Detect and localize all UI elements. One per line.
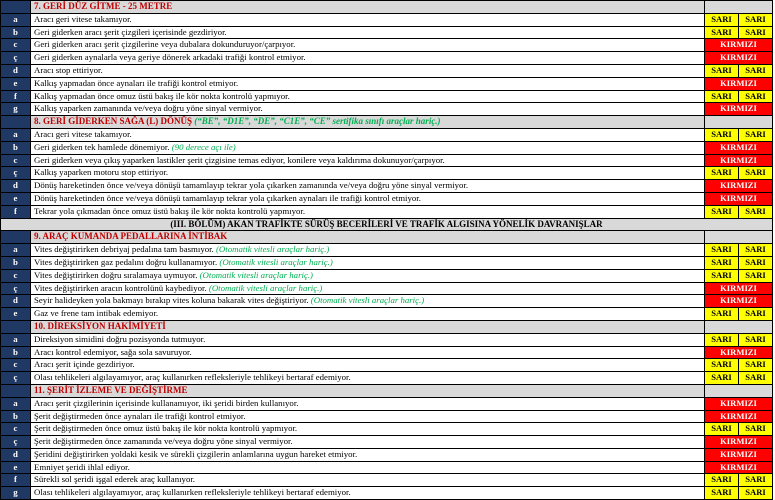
criterion-text: Aracı stop ettiriyor. — [34, 64, 103, 75]
result-sari-badge: SARI — [705, 359, 739, 372]
criterion-text-cell — [31, 244, 705, 257]
section-letter-cell — [1, 1, 31, 14]
criterion-text: Vites değiştirirken doğru sıralamaya uymuyor. — [34, 269, 198, 280]
criterion-text-cell — [31, 256, 705, 269]
criterion-letter: e — [1, 77, 31, 90]
criterion-text: Vites değiştirirken gaz pedalını doğru kullanamıyor. — [34, 256, 218, 267]
criterion-row — [1, 282, 773, 295]
criterion-text-cell — [31, 397, 705, 410]
criterion-row — [1, 77, 773, 90]
criterion-text-cell — [31, 487, 705, 500]
section-title-cell — [31, 1, 705, 14]
criterion-text: Sürekli sol şeridi işgal ederek araç kullanıyor. — [34, 474, 195, 485]
result-sari-badge: SARI — [705, 26, 739, 39]
criterion-row — [1, 295, 773, 308]
section-title: 7. GERİ DÜZ GİTME - 25 METRE — [34, 1, 173, 11]
criterion-row — [1, 333, 773, 346]
criterion-row — [1, 205, 773, 218]
criterion-letter: f — [1, 90, 31, 103]
result-sari-badge: SARI — [705, 423, 739, 436]
criterion-text-cell — [31, 346, 705, 359]
criterion-text: Aracı geri vitese takamıyor. — [34, 128, 132, 139]
result-kirmizi-badge: KIRMIZI — [705, 461, 773, 474]
section-result-blank — [705, 116, 773, 129]
criterion-text-cell — [31, 359, 705, 372]
result-kirmizi-badge: KIRMIZI — [705, 52, 773, 65]
criterion-text-cell — [31, 461, 705, 474]
result-sari-badge: SARI — [705, 244, 739, 257]
section-title: 10. DİREKSİYON HAKİMİYETİ — [34, 320, 166, 331]
section-header-row — [1, 384, 773, 397]
result-kirmizi-badge: KIRMIZI — [705, 346, 773, 359]
criterion-letter: ç — [1, 282, 31, 295]
result-kirmizi-badge: KIRMIZI — [705, 141, 773, 154]
criterion-text: Geri giderken aracı şerit çizgilerine veya dubalara dokunduruyor/çarpıyor. — [34, 39, 296, 50]
criterion-text: Gaz ve frene tam intibak edemiyor. — [34, 308, 159, 319]
criterion-text: Geri giderken tek hamlede dönemiyor. — [34, 141, 170, 152]
criterion-row — [1, 26, 773, 39]
criterion-text-cell — [31, 64, 705, 77]
criterion-text-cell — [31, 372, 705, 385]
criterion-letter: a — [1, 244, 31, 257]
criterion-text: Aracı şerit içinde gezdiriyor. — [34, 359, 135, 370]
criterion-note: (Otomatik vitesli araçlar hariç.) — [199, 269, 313, 280]
criterion-letter: b — [1, 256, 31, 269]
criterion-text: Kalkış yapmadan önce omuz üstü bakış ile kör nokta kontrolü yapmıyor. — [34, 90, 290, 101]
criterion-text-cell — [31, 308, 705, 321]
result-sari-badge: SARI — [739, 372, 773, 385]
result-kirmizi-badge: KIRMIZI — [705, 77, 773, 90]
criterion-letter: a — [1, 13, 31, 26]
section-header-row — [1, 231, 773, 244]
result-sari-badge: SARI — [739, 487, 773, 500]
criterion-letter: c — [1, 423, 31, 436]
result-sari-badge: SARI — [739, 13, 773, 26]
criterion-text-cell — [31, 103, 705, 116]
criterion-letter: b — [1, 410, 31, 423]
section-result-blank — [705, 231, 773, 244]
result-sari-badge: SARI — [705, 256, 739, 269]
result-sari-badge: SARI — [739, 167, 773, 180]
criterion-row — [1, 167, 773, 180]
criterion-row — [1, 474, 773, 487]
criterion-letter: d — [1, 295, 31, 308]
criterion-text-cell — [31, 141, 705, 154]
criterion-letter: e — [1, 192, 31, 205]
criterion-text: Aracı kontrol edemiyor, sağa sola savuruyor. — [34, 346, 192, 357]
criterion-letter: c — [1, 39, 31, 52]
result-sari-badge: SARI — [739, 333, 773, 346]
criterion-letter: ç — [1, 372, 31, 385]
result-sari-badge: SARI — [705, 487, 739, 500]
result-sari-badge: SARI — [705, 474, 739, 487]
criterion-text-cell — [31, 474, 705, 487]
criterion-row — [1, 308, 773, 321]
criterion-row — [1, 461, 773, 474]
criterion-row — [1, 397, 773, 410]
criterion-text-cell — [31, 90, 705, 103]
criterion-letter: g — [1, 103, 31, 116]
criterion-letter: c — [1, 359, 31, 372]
criterion-row — [1, 180, 773, 193]
result-sari-badge: SARI — [705, 372, 739, 385]
criterion-row — [1, 64, 773, 77]
criterion-note: (Otomatik vitesli araçlar hariç.) — [219, 256, 333, 267]
criterion-row — [1, 154, 773, 167]
criterion-row — [1, 90, 773, 103]
criterion-row — [1, 192, 773, 205]
result-sari-badge: SARI — [739, 205, 773, 218]
criterion-text: Aracı geri vitese takamıyor. — [34, 13, 132, 24]
criterion-text-cell — [31, 39, 705, 52]
criterion-note: (Otomatik vitesli araçlar hariç.) — [215, 244, 330, 255]
criterion-text: Geri giderken veya çıkış yaparken lastikler şerit çizgisine temas ediyor, konilere veya kaldırıma dokunuyor/çarpıyor. — [34, 154, 445, 165]
criterion-letter: c — [1, 269, 31, 282]
criterion-row — [1, 39, 773, 52]
result-sari-badge: SARI — [739, 256, 773, 269]
section-title-cell — [31, 384, 705, 397]
criterion-letter: ç — [1, 52, 31, 65]
result-sari-badge: SARI — [705, 167, 739, 180]
result-kirmizi-badge: KIRMIZI — [705, 410, 773, 423]
result-sari-badge: SARI — [739, 26, 773, 39]
section-header-row — [1, 1, 773, 14]
criterion-note: (90 derece açı ile) — [171, 141, 236, 152]
result-kirmizi-badge: KIRMIZI — [705, 154, 773, 167]
criterion-text: Dönüş hareketinden önce ve/veya dönüşü tamamlayıp tekrar yola çıkarken aynaları ile trafiği kontrol etmiyor. — [34, 192, 421, 203]
criterion-text-cell — [31, 448, 705, 461]
section-title: 9. ARAÇ KUMANDA PEDALLARINA İNTİBAK — [34, 231, 228, 242]
result-kirmizi-badge: KIRMIZI — [705, 295, 773, 308]
section-header-row — [1, 320, 773, 333]
result-sari-badge: SARI — [705, 13, 739, 26]
criterion-letter: f — [1, 474, 31, 487]
criterion-text: Geri giderken aynalarla veya geriye dönerek arkadaki trafiği kontrol etmiyor. — [34, 52, 306, 63]
criterion-row — [1, 256, 773, 269]
section-subtitle: (“BE”, “D1E”, “DE”, “C1E”, “CE” sertifika sınıfı araçlar hariç.) — [194, 116, 441, 127]
criterion-letter: d — [1, 448, 31, 461]
section-letter-cell — [1, 384, 31, 397]
criterion-text-cell — [31, 13, 705, 26]
section-result-blank — [705, 1, 773, 14]
criterion-text-cell — [31, 295, 705, 308]
criterion-text-cell — [31, 77, 705, 90]
result-sari-badge: SARI — [739, 359, 773, 372]
criterion-row — [1, 141, 773, 154]
criterion-letter: f — [1, 205, 31, 218]
section-result-blank — [705, 320, 773, 333]
result-sari-badge: SARI — [739, 423, 773, 436]
criterion-row — [1, 52, 773, 65]
criterion-text: Şerit değiştirmeden önce omuz üstü bakış ile kör nokta kontrolü yapmıyor. — [34, 423, 298, 434]
result-sari-badge: SARI — [739, 64, 773, 77]
criterion-text-cell — [31, 410, 705, 423]
criterion-text-cell — [31, 26, 705, 39]
section-result-blank — [705, 384, 773, 397]
section-letter-cell — [1, 231, 31, 244]
result-kirmizi-badge: KIRMIZI — [705, 397, 773, 410]
criterion-row — [1, 448, 773, 461]
criterion-note: (Otomatik vitesli araçlar hariç.) — [208, 282, 323, 293]
criterion-row — [1, 346, 773, 359]
criterion-row — [1, 487, 773, 500]
result-sari-badge: SARI — [739, 269, 773, 282]
result-sari-badge: SARI — [705, 269, 739, 282]
section-title: 11. ŞERİT İZLEME VE DEĞİŞTİRME — [34, 384, 188, 395]
criterion-row — [1, 13, 773, 26]
criterion-row — [1, 244, 773, 257]
criterion-letter: a — [1, 333, 31, 346]
criterion-letter: a — [1, 128, 31, 141]
section-letter-cell — [1, 320, 31, 333]
result-kirmizi-badge: KIRMIZI — [705, 282, 773, 295]
criterion-row — [1, 410, 773, 423]
criterion-text: Vites değiştirirken aracın kontrolünü kaybediyor. — [34, 282, 207, 293]
result-sari-badge: SARI — [705, 90, 739, 103]
criterion-row — [1, 103, 773, 116]
criterion-text: Aracı şerit çizgilerinin içerisinde kullanamıyor, iki şeridi birden kullanıyor. — [34, 397, 299, 408]
criterion-letter: d — [1, 64, 31, 77]
part-banner-row — [1, 218, 773, 231]
section-header-row — [1, 116, 773, 129]
criterion-text-cell — [31, 282, 705, 295]
criterion-letter: d — [1, 180, 31, 193]
criterion-row — [1, 423, 773, 436]
criterion-text-cell — [31, 436, 705, 449]
evaluation-table-body — [1, 1, 773, 500]
criterion-text: Şeridini değiştirirken yoldaki kesik ve sürekli çizgilerin anlamlarına uygun hareket etmiyor. — [34, 448, 358, 459]
result-sari-badge: SARI — [705, 128, 739, 141]
section-title-cell — [31, 320, 705, 333]
result-kirmizi-badge: KIRMIZI — [705, 448, 773, 461]
section-title: 8. GERİ GİDERKEN SAĞA (L) DÖNÜŞ — [34, 116, 193, 127]
criterion-letter: b — [1, 346, 31, 359]
criterion-text-cell — [31, 333, 705, 346]
criterion-text: Seyir halideyken yola bakmayı bırakıp vites koluna bakarak vites değiştiriyor. — [34, 295, 309, 306]
criterion-text-cell — [31, 180, 705, 193]
criterion-row — [1, 372, 773, 385]
criterion-text-cell — [31, 52, 705, 65]
criterion-note: (Otomatik vitesli araçlar hariç.) — [310, 295, 425, 306]
result-sari-badge: SARI — [739, 90, 773, 103]
result-kirmizi-badge: KIRMIZI — [705, 103, 773, 116]
result-sari-badge: SARI — [739, 308, 773, 321]
criterion-letter: g — [1, 487, 31, 500]
criterion-text: Direksiyon simidini doğru pozisyonda tutmuyor. — [34, 333, 206, 344]
criterion-text-cell — [31, 269, 705, 282]
result-kirmizi-badge: KIRMIZI — [705, 39, 773, 52]
criterion-text: Tekrar yola çıkmadan önce omuz üstü bakış ile kör nokta kontrolü yapmıyor. — [34, 205, 306, 216]
criterion-letter: ç — [1, 167, 31, 180]
criterion-letter: c — [1, 154, 31, 167]
section-title-cell — [31, 231, 705, 244]
criterion-text: Olası tehlikeleri algılayamıyor, araç kullanırken refleksleriyle tehlikeyi bertaraf edemiyor. — [34, 487, 351, 498]
criterion-text: Dönüş hareketinden önce ve/veya dönüşü tamamlayıp tekrar yola çıkarken zamanında ve/veya doğru yöne sinyal vermiyor. — [34, 180, 469, 191]
criterion-text: Kalkış yapmadan önce aynaları ile trafiği kontrol etmiyor. — [34, 77, 239, 88]
criterion-letter: ç — [1, 436, 31, 449]
criterion-text: Kalkış yaparken zamanında ve/veya doğru yöne sinyal vermiyor. — [34, 103, 263, 114]
criterion-text: Şerit değiştirmeden önce aynaları ile trafiği kontrol etmiyor. — [34, 410, 246, 421]
criterion-row — [1, 436, 773, 449]
criterion-text-cell — [31, 154, 705, 167]
result-sari-badge: SARI — [705, 205, 739, 218]
result-sari-badge: SARI — [739, 128, 773, 141]
criterion-row — [1, 269, 773, 282]
result-sari-badge: SARI — [705, 64, 739, 77]
part-banner-title: (III. BÖLÜM) AKAN TRAFİKTE SÜRÜŞ BECERİLERİ VE TRAFİK ALGISINA YÖNELİK DAVRANIŞLAR — [1, 218, 773, 231]
criterion-text: Olası tehlikeleri algılayamıyor, araç kullanırken refleksleriyle tehlikeyi bertaraf edemiyor. — [34, 372, 351, 383]
criterion-letter: e — [1, 308, 31, 321]
result-sari-badge: SARI — [705, 333, 739, 346]
criterion-letter: a — [1, 397, 31, 410]
result-kirmizi-badge: KIRMIZI — [705, 192, 773, 205]
result-sari-badge: SARI — [739, 474, 773, 487]
criterion-row — [1, 359, 773, 372]
criterion-letter: e — [1, 461, 31, 474]
criterion-text: Emniyet şeridi ihlal ediyor. — [34, 461, 130, 472]
criterion-text: Geri giderken aracı şerit çizgileri içerisinde gezdiriyor. — [34, 26, 227, 37]
criterion-text-cell — [31, 167, 705, 180]
result-sari-badge: SARI — [739, 244, 773, 257]
criterion-text: Vites değiştirirken debriyaj pedalına tam basmıyor. — [34, 244, 214, 255]
criterion-text-cell — [31, 205, 705, 218]
criterion-text-cell — [31, 128, 705, 141]
criterion-row — [1, 128, 773, 141]
result-sari-badge: SARI — [705, 308, 739, 321]
section-letter-cell — [1, 116, 31, 129]
criterion-letter: b — [1, 26, 31, 39]
section-title-cell — [31, 116, 705, 129]
criterion-text: Kalkış yaparken motoru stop ettiriyor. — [34, 167, 169, 178]
result-kirmizi-badge: KIRMIZI — [705, 436, 773, 449]
criterion-text-cell — [31, 192, 705, 205]
criterion-letter: b — [1, 141, 31, 154]
criterion-text-cell — [31, 423, 705, 436]
criterion-text: Şerit değiştirmeden önce zamanında ve/veya doğru yöne sinyal vermiyor. — [34, 436, 293, 447]
result-kirmizi-badge: KIRMIZI — [705, 180, 773, 193]
